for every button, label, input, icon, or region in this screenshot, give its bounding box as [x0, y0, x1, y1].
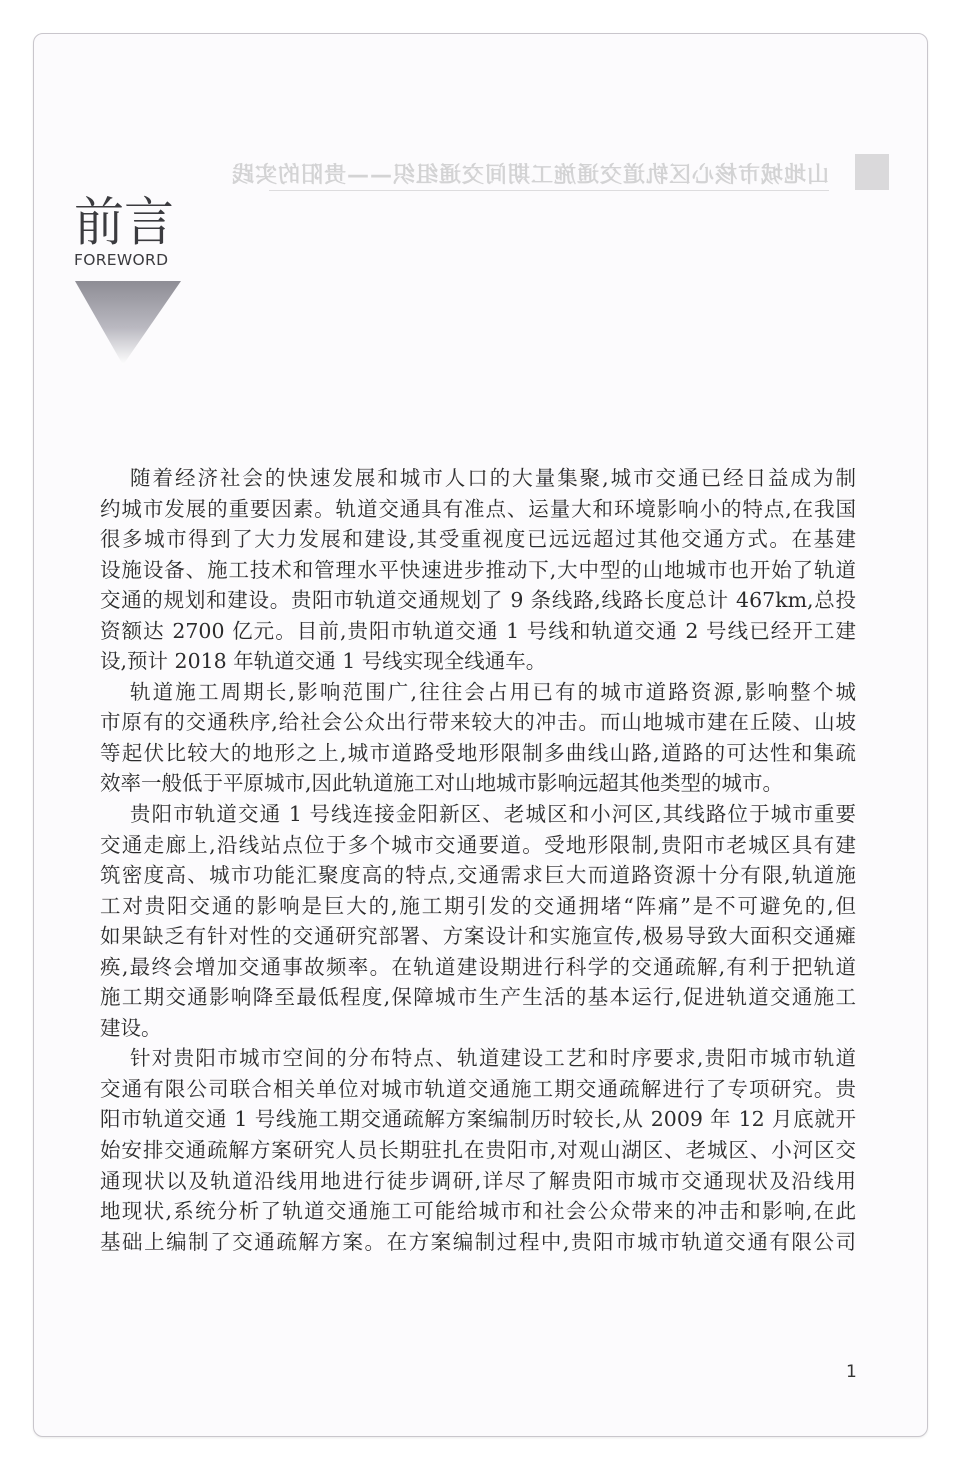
text-line: 等起伏比较大的地形之上,城市道路受地形限制多曲线山路,道路的可达性和集疏: [100, 740, 856, 765]
text-line: 始安排交通疏解方案研究人员长期驻扎在贵阳市,对观山湖区、老城区、小河区交: [100, 1138, 856, 1163]
text-line: 交通有限公司联合相关单位对城市轨道交通施工期交通疏解进行了专项研究。贵: [100, 1076, 856, 1101]
text-line: 通现状以及轨道沿线用地进行徒步调研,详尽了解贵阳市城市交通现状及沿线用: [100, 1168, 856, 1193]
heading-title-zh: 前言: [74, 191, 174, 253]
text-line: 轨道施工周期长,影响范围广,往往会占用已有的城市道路资源,影响整个城: [130, 679, 856, 704]
text-line: 约城市发展的重要因素。轨道交通具有准点、运量大和环境影响小的特点,在我国: [100, 496, 856, 521]
text-line: 阳市轨道交通 1 号线施工期交通疏解方案编制历时较长,从 2009 年 12 月底就开: [100, 1107, 856, 1132]
show-through-running-header: [229, 154, 889, 190]
text-line: 交通的规划和建设。贵阳市轨道交通规划了 9 条线路,线路长度总计 467km,总投: [100, 588, 856, 613]
heading-title-en: FOREWORD: [74, 251, 169, 269]
text-line: 工对贵阳交通的影响是巨大的,施工期引发的交通拥堵“阵痛”是不可避免的,但: [100, 893, 856, 918]
text-line: 随着经济社会的快速发展和城市人口的大量集聚,城市交通已经日益成为制: [130, 466, 856, 490]
page-number: 1: [846, 1362, 857, 1382]
text-line: 针对贵阳市城市空间的分布特点、轨道建设工艺和时序要求,贵阳市城市轨道: [130, 1046, 856, 1071]
show-through-header-text: 山地城市核心区轨道交通施工期间交通组织——贵阳的实践: [230, 163, 829, 188]
down-triangle-icon: [75, 281, 181, 365]
text-line: 筑密度高、城市功能汇聚度高的特点,交通需求巨大而道路资源十分有限,轨道施: [100, 863, 856, 888]
chapter-mark-icon: [855, 154, 889, 190]
text-line: 很多城市得到了大力发展和建设,其受重视度已远远超过其他交通方式。在基建: [100, 527, 856, 552]
text-line: 效率一般低于平原城市,因此轨道施工对山地城市影响远超其他类型的城市。: [100, 771, 784, 796]
text-line: 建设。: [100, 1015, 162, 1040]
text-line: 市原有的交通秩序,给社会公众出行带来较大的冲击。而山地城市建在丘陵、山坡: [100, 710, 856, 735]
text-line: 设,预计 2018 年轨道交通 1 号线实现全线通车。: [100, 649, 547, 674]
text-line: 贵阳市轨道交通 1 号线连接金阳新区、老城区和小河区,其线路位于城市重要: [130, 802, 856, 827]
text-line: 痪,最终会增加交通事故频率。在轨道建设期进行科学的交通疏解,有利于把轨道: [100, 954, 856, 979]
text-line: 地现状,系统分析了轨道交通施工可能给城市和社会公众带来的冲击和影响,在此: [100, 1199, 856, 1224]
text-line: 如果缺乏有针对性的交通研究部署、方案设计和实施宣传,极易导致大面积交通瘫: [100, 924, 856, 949]
header-rule: [269, 190, 829, 191]
foreword-heading: [74, 191, 184, 269]
text-line: 设施设备、施工技术和管理水平快速进步推动下,大中型的山地城市也开始了轨道: [100, 557, 856, 582]
text-line: 基础上编制了交通疏解方案。在方案编制过程中,贵阳市城市轨道交通有限公司: [100, 1229, 856, 1254]
text-line: 资额达 2700 亿元。目前,贵阳市轨道交通 1 号线和轨道交通 2 号线已经开工建: [100, 618, 856, 643]
text-line: 施工期交通影响降至最低程度,保障城市生产生活的基本运行,促进轨道交通施工: [100, 985, 856, 1010]
foreword-body: [100, 463, 856, 1257]
text-line: 交通走廊上,沿线站点位于多个城市交通要道。受地形限制,贵阳市老城区具有建: [100, 832, 856, 857]
